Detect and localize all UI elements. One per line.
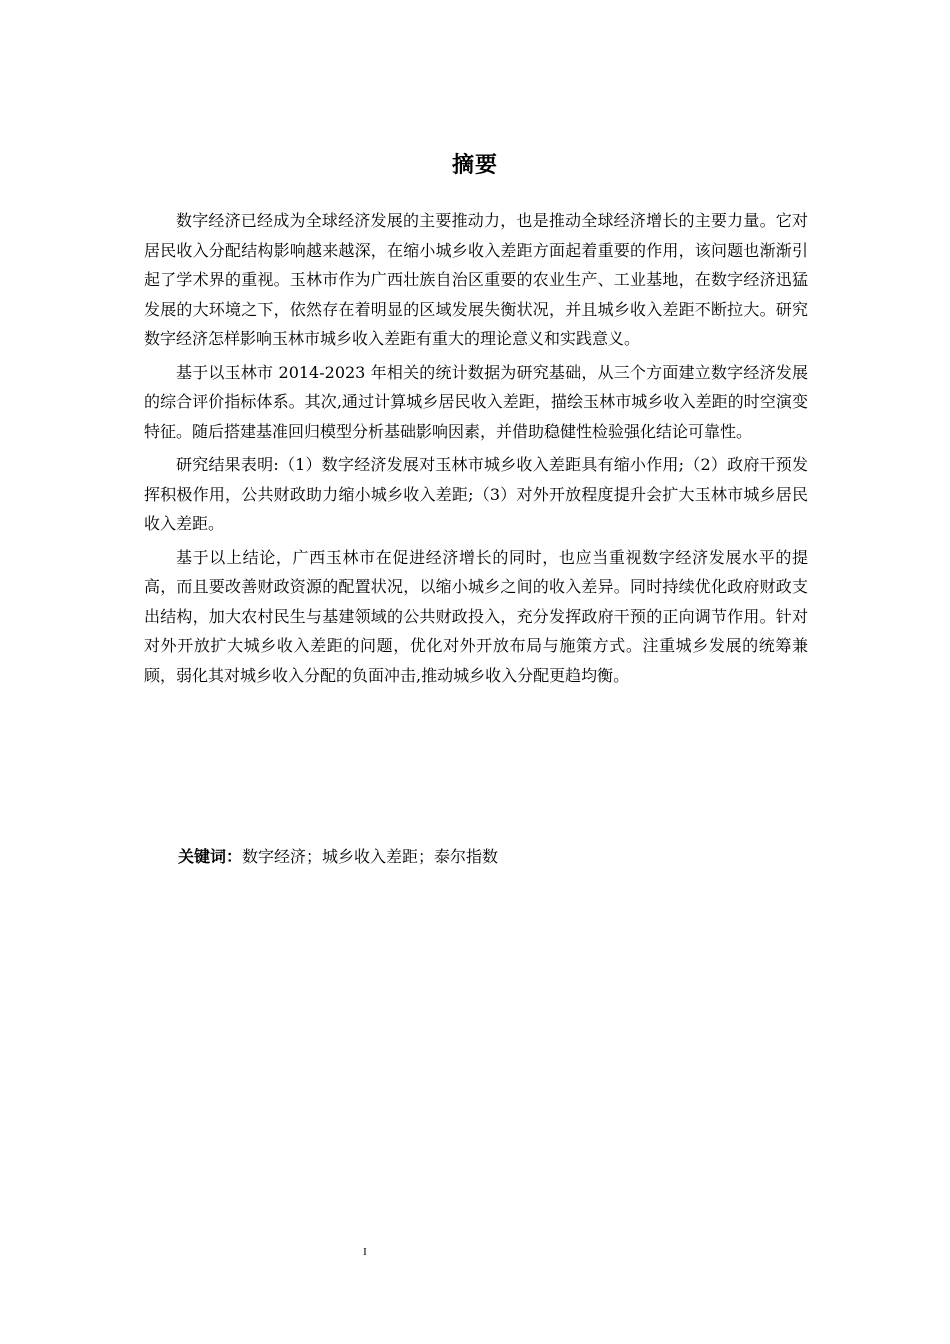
keywords-line	[178, 842, 498, 872]
abstract-paragraph-2: 基于以玉林市 2014-2023 年相关的统计数据为研究基础，从三个方面建立数字经济发展的综合评价指标体系。其次,通过计算城乡居民收入差距，描绘玉林市城乡收入差距的时空演变特征。随后搭建基准回归模型分析基础影响因素，并借助稳健性检验强化结论可靠性。	[144, 362, 808, 441]
abstract-paragraph-1: 数字经济已经成为全球经济发展的主要推动力，也是推动全球经济增长的主要力量。它对居民收入分配结构影响越来越深，在缩小城乡收入差距方面起着重要的作用，该问题也渐渐引起了学术界的重视。玉林市作为广西壮族自治区重要的农业生产、工业基地，在数字经济迅猛发展的大环境之下，依然存在着明显的区域发展失衡状况，并且城乡收入差距不断拉大。研究数字经济怎样影响玉林市城乡收入差距有重大的理论意义和实践意义。	[144, 211, 808, 348]
abstract-title: 摘要	[451, 153, 498, 178]
abstract-paragraph-3: 研究结果表明:（1）数字经济发展对玉林市城乡收入差距具有缩小作用;（2）政府干预发挥积极作用，公共财政助力缩小城乡收入差距;（3）对外开放程度提升会扩大玉林市城乡居民收入差距。	[144, 455, 808, 533]
keywords-text: 数字经济；城乡收入差距；泰尔指数	[242, 847, 499, 866]
abstract-body	[144, 206, 808, 694]
abstract-paragraph-4: 基于以上结论，广西玉林市在促进经济增长的同时，也应当重视数字经济发展水平的提高，而且要改善财政资源的配置状况，以缩小城乡之间的收入差异。同时持续优化政府财政支出结构，加大农村民生与基建领域的公共财政投入，充分发挥政府干预的正向调节作用。针对对外开放扩大城乡收入差距的问题，优化对外开放布局与施策方式。注重城乡发展的统筹兼顾，弱化其对城乡收入分配的负面冲击,推动城乡收入分配更趋均衡。	[144, 547, 808, 685]
keywords-label: 关键词：	[178, 847, 243, 866]
page-number: I	[363, 1246, 367, 1258]
